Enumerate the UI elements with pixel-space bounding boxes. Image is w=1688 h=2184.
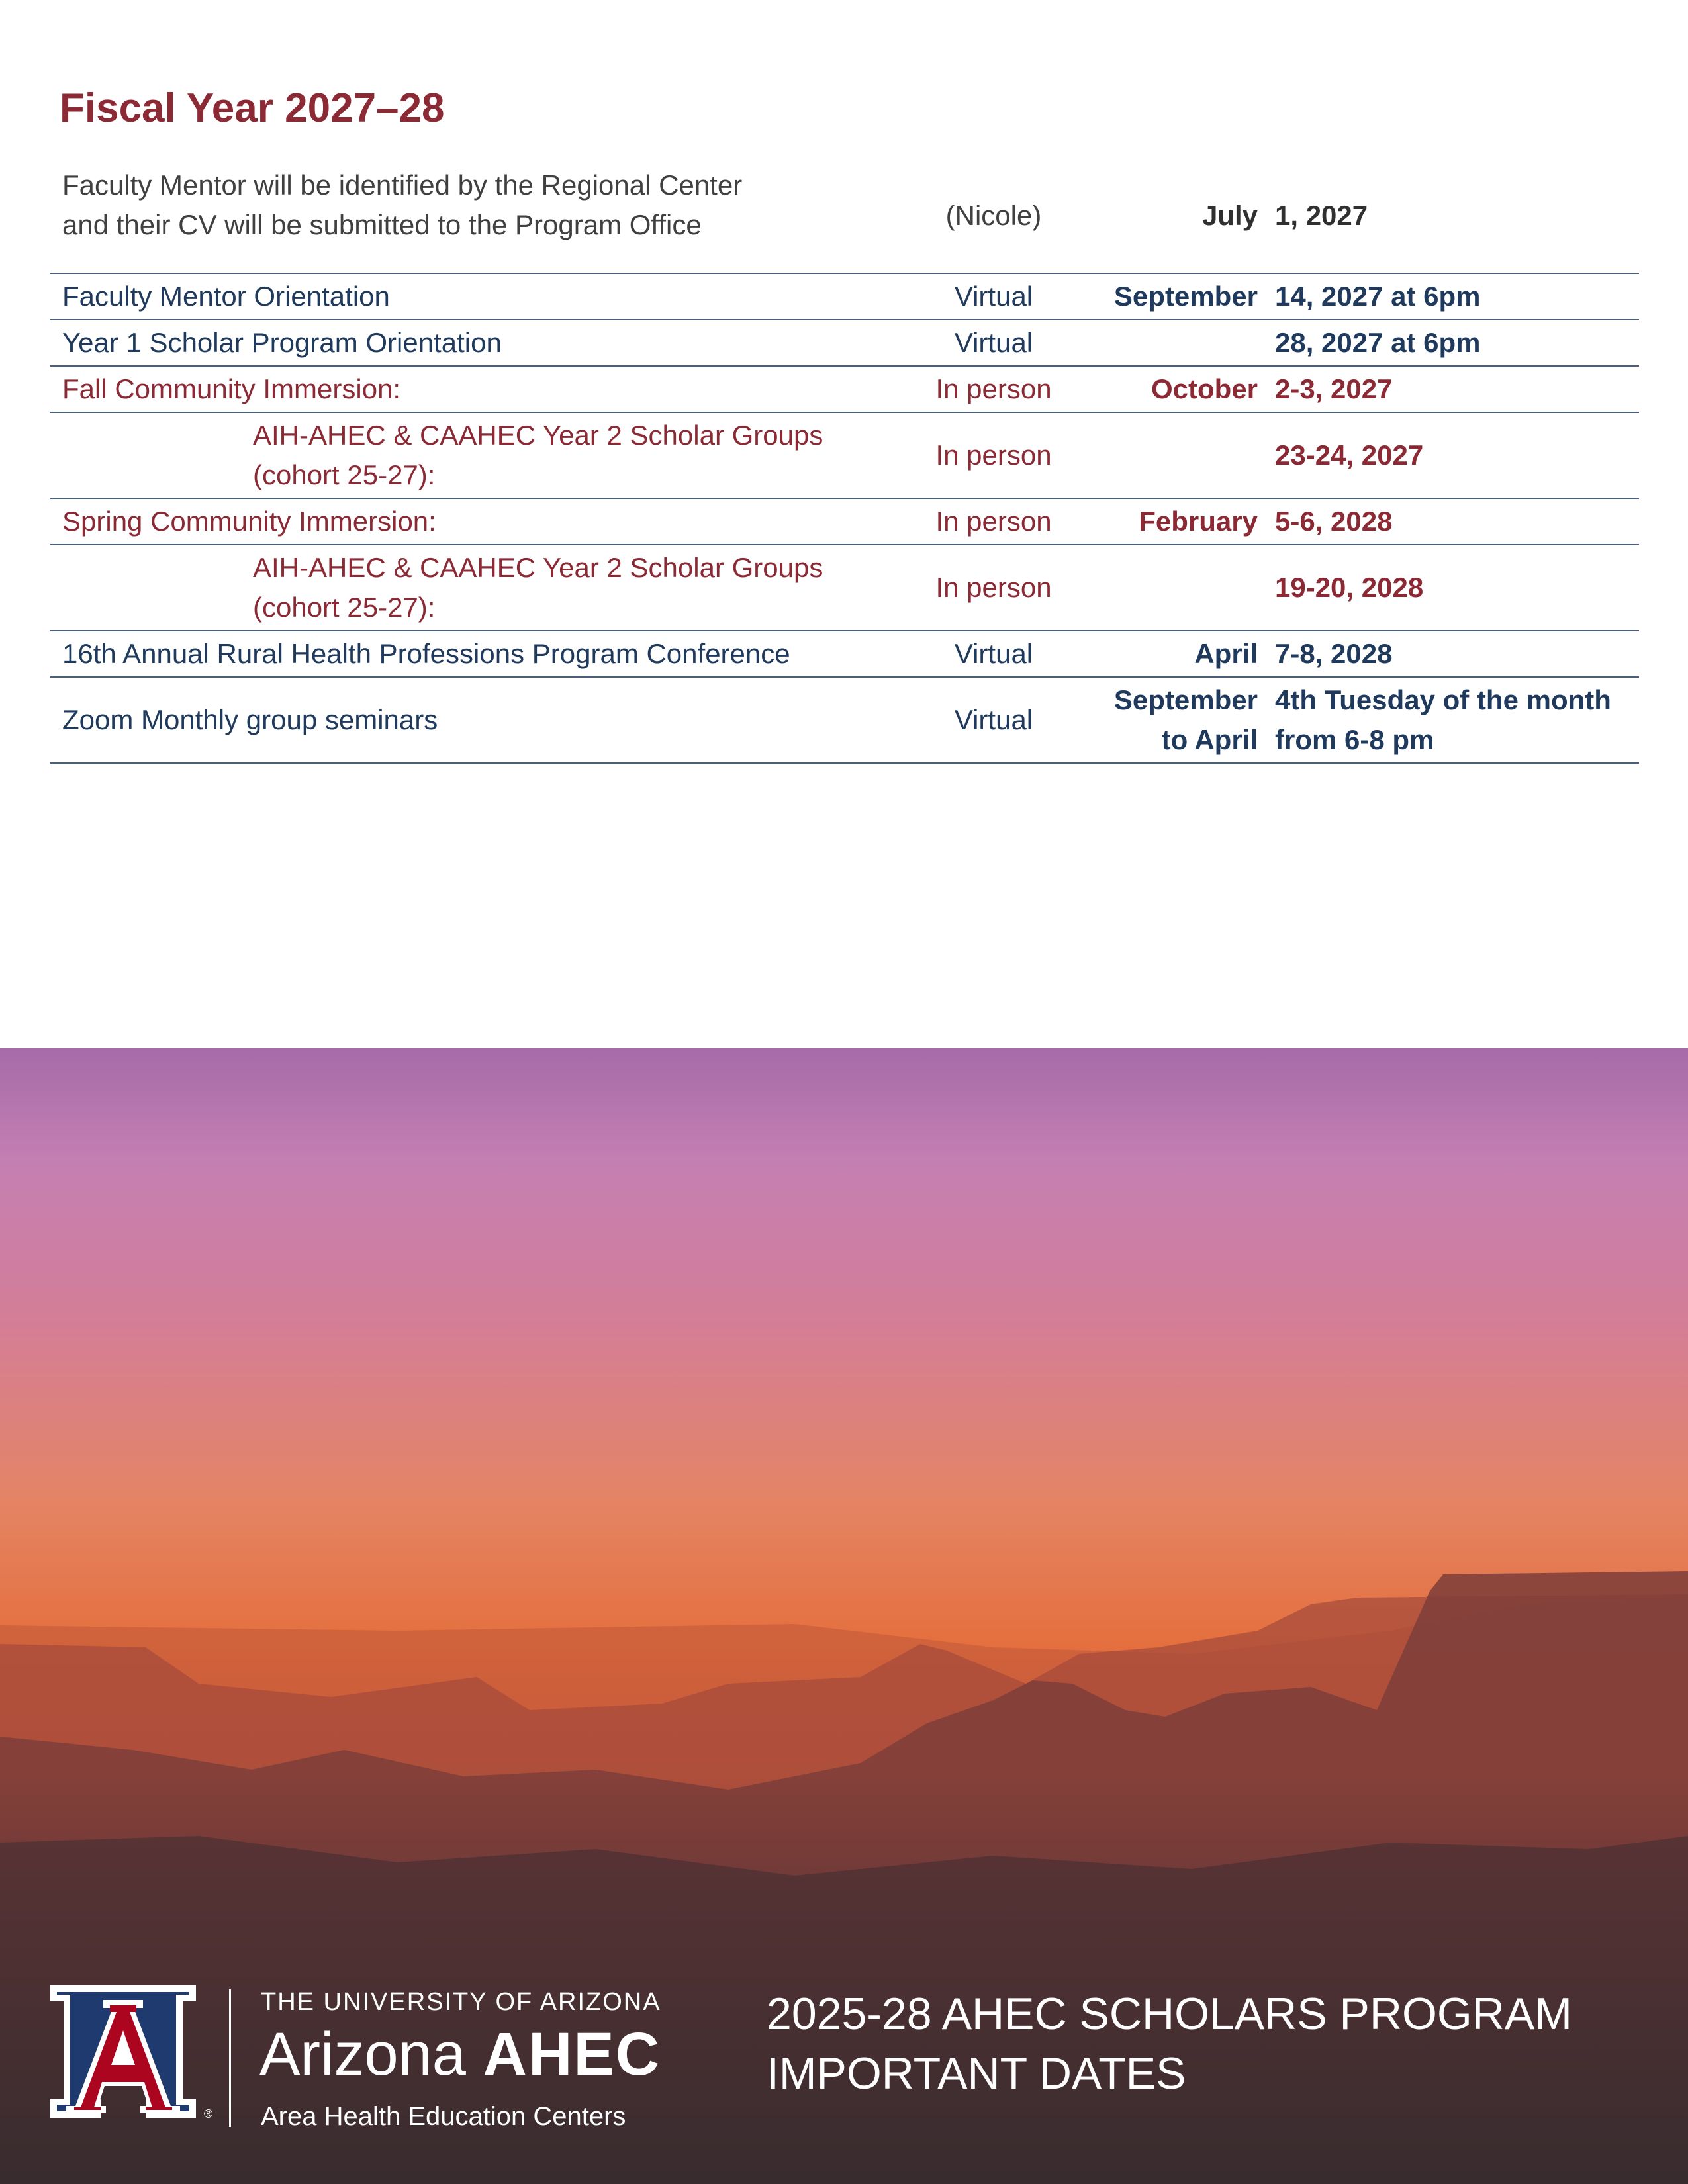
university-block-a-logo	[46, 1983, 220, 2126]
table-row	[50, 677, 1639, 763]
date-line: 4th Tuesday of the month	[1275, 684, 1611, 715]
university-name: THE UNIVERSITY OF ARIZONA	[261, 1988, 661, 2016]
description-line: Faculty Mentor will be identified by the Regional Center	[62, 169, 743, 201]
table-row	[50, 412, 1639, 498]
event-month: April	[1109, 631, 1275, 677]
event-date: 14, 2027 at 6pm	[1275, 273, 1639, 320]
event-description: Fall Community Immersion:	[50, 366, 878, 412]
event-description: Year 1 Scholar Program Orientation	[50, 320, 878, 366]
event-month: October	[1109, 366, 1275, 412]
month-line: to April	[1161, 724, 1258, 755]
event-month	[1109, 677, 1275, 763]
date-line: from 6-8 pm	[1275, 724, 1434, 755]
month-line: September	[1113, 684, 1258, 715]
event-date	[1275, 677, 1639, 763]
event-date: 23-24, 2027	[1275, 412, 1639, 498]
event-month	[1109, 320, 1275, 366]
event-description	[50, 545, 878, 631]
table-row	[50, 159, 1639, 273]
event-date: 19-20, 2028	[1275, 545, 1639, 631]
schedule-table	[50, 159, 1639, 764]
event-month	[1109, 545, 1275, 631]
program-title	[767, 1984, 1572, 2103]
event-date: 2-3, 2027	[1275, 366, 1639, 412]
org-subtitle: Area Health Education Centers	[261, 2102, 626, 2131]
event-month: September	[1109, 273, 1275, 320]
event-mode: In person	[878, 366, 1109, 412]
event-date: 7-8, 2028	[1275, 631, 1639, 677]
event-mode: In person	[878, 545, 1109, 631]
event-description	[50, 412, 878, 498]
table-row	[50, 545, 1639, 631]
event-description: Faculty Mentor Orientation	[50, 273, 878, 320]
event-month: July	[1109, 159, 1275, 273]
event-date: 5-6, 2028	[1275, 498, 1639, 545]
event-description: 16th Annual Rural Health Professions Program Conference	[50, 631, 878, 677]
registered-mark: ®	[204, 2107, 213, 2120]
logo-divider	[229, 1989, 231, 2127]
event-description: Spring Community Immersion:	[50, 498, 878, 545]
event-month: February	[1109, 498, 1275, 545]
table-row	[50, 273, 1639, 320]
table-row	[50, 366, 1639, 412]
org-name-light: Arizona	[259, 2021, 466, 2088]
event-mode: In person	[878, 412, 1109, 498]
block-a-icon	[46, 1983, 220, 2123]
org-name-bold: AHEC	[483, 2021, 661, 2088]
program-title-line: 2025-28 AHEC SCHOLARS PROGRAM	[767, 1989, 1572, 2039]
bottom-shade	[0, 1776, 1688, 2184]
event-description	[50, 159, 878, 273]
page-title: Fiscal Year 2027–28	[60, 85, 445, 131]
event-mode: Virtual	[878, 273, 1109, 320]
description-line: (cohort 25-27):	[253, 459, 436, 490]
event-date: 28, 2027 at 6pm	[1275, 320, 1639, 366]
event-mode: Virtual	[878, 320, 1109, 366]
description-line: (cohort 25-27):	[253, 592, 436, 623]
event-mode: (Nicole)	[878, 159, 1109, 273]
description-line: AIH-AHEC & CAAHEC Year 2 Scholar Groups	[253, 552, 823, 583]
event-month	[1109, 412, 1275, 498]
description-line: and their CV will be submitted to the Program Office	[62, 209, 702, 240]
event-mode: Virtual	[878, 631, 1109, 677]
table-row	[50, 320, 1639, 366]
event-mode: In person	[878, 498, 1109, 545]
description-line: AIH-AHEC & CAAHEC Year 2 Scholar Groups	[253, 420, 823, 451]
event-description: Zoom Monthly group seminars	[50, 677, 878, 763]
program-title-line: IMPORTANT DATES	[767, 2048, 1186, 2099]
event-mode: Virtual	[878, 677, 1109, 763]
org-name	[259, 2021, 661, 2087]
event-date: 1, 2027	[1275, 159, 1639, 273]
table-row	[50, 498, 1639, 545]
table-row	[50, 631, 1639, 677]
